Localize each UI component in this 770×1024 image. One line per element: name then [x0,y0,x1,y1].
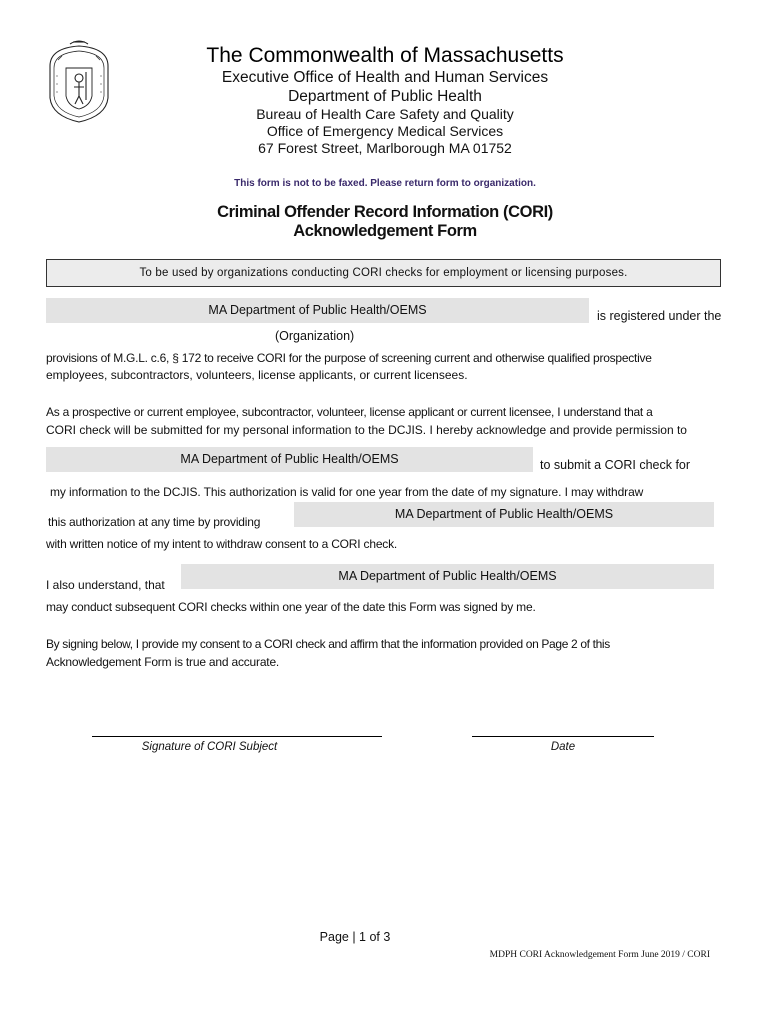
paragraph2-line1: As a prospective or current employee, subcontractor, volunteer, license applicant or current licensee, I understand that a [46,405,653,419]
executive-office: Executive Office of Health and Human Services [221,69,549,86]
date-line[interactable] [472,736,654,737]
organization-field-2[interactable]: MA Department of Public Health/OEMS [46,447,533,472]
also-understand-text: I also understand, that [46,578,165,592]
subsequent-checks-text: may conduct subsequent CORI checks within one year of the date this Form was signed by me. [46,600,536,614]
registered-under-text: is registered under the [597,309,722,323]
organization-field-4[interactable]: MA Department of Public Health/OEMS [181,564,714,589]
submit-cori-text: to submit a CORI check for [540,458,691,472]
date-label: Date [550,741,576,753]
office-name: Office of Emergency Medical Services [266,123,504,139]
organization-field-3[interactable]: MA Department of Public Health/OEMS [294,502,714,527]
fax-notice: This form is not to be faxed. Please return form to organization. [234,178,536,189]
form-title-line1: Criminal Offender Record Information (CORI) [217,203,553,221]
paragraph1-line2: employees, subcontractors, volunteers, license applicants, or current licensees. [46,368,468,382]
purpose-box: To be used by organizations conducting CORI checks for employment or licensing purposes. [46,259,721,287]
department-name: Department of Public Health [288,88,482,105]
organization-field-1[interactable]: MA Department of Public Health/OEMS [46,298,589,323]
organization-caption: (Organization) [275,329,355,343]
footer-form-id: MDPH CORI Acknowledgement Form June 2019 / CORI [489,950,710,960]
withdraw-text: this authorization at any time by providing [48,515,261,529]
signature-line[interactable] [92,736,382,737]
paragraph1-line1: provisions of M.G.L. c.6, § 172 to receive CORI for the purpose of screening current and otherwise qualified prospective [46,351,652,365]
paragraph4-line1: By signing below, I provide my consent to a CORI check and affirm that the information provided on Page 2 of this [46,637,610,651]
form-title-line2: Acknowledgement Form [293,222,477,240]
paragraph4-line2: Acknowledgement Form is true and accurate. [46,655,280,669]
office-address: 67 Forest Street, Marlborough MA 01752 [258,140,512,156]
paragraph2-line2: CORI check will be submitted for my personal information to the DCJIS. I hereby acknowledge and provide permission to [46,423,687,437]
commonwealth-title: The Commonwealth of Massachusetts [206,44,564,67]
signature-label: Signature of CORI Subject [141,741,278,753]
paragraph3-line1: my information to the DCJIS. This authorization is valid for one year from the date of my signature. I may withdraw [50,485,644,499]
page-number: Page | 1 of 3 [319,930,391,944]
bureau-name: Bureau of Health Care Safety and Quality [256,106,514,122]
written-notice-text: with written notice of my intent to withdraw consent to a CORI check. [46,537,398,551]
